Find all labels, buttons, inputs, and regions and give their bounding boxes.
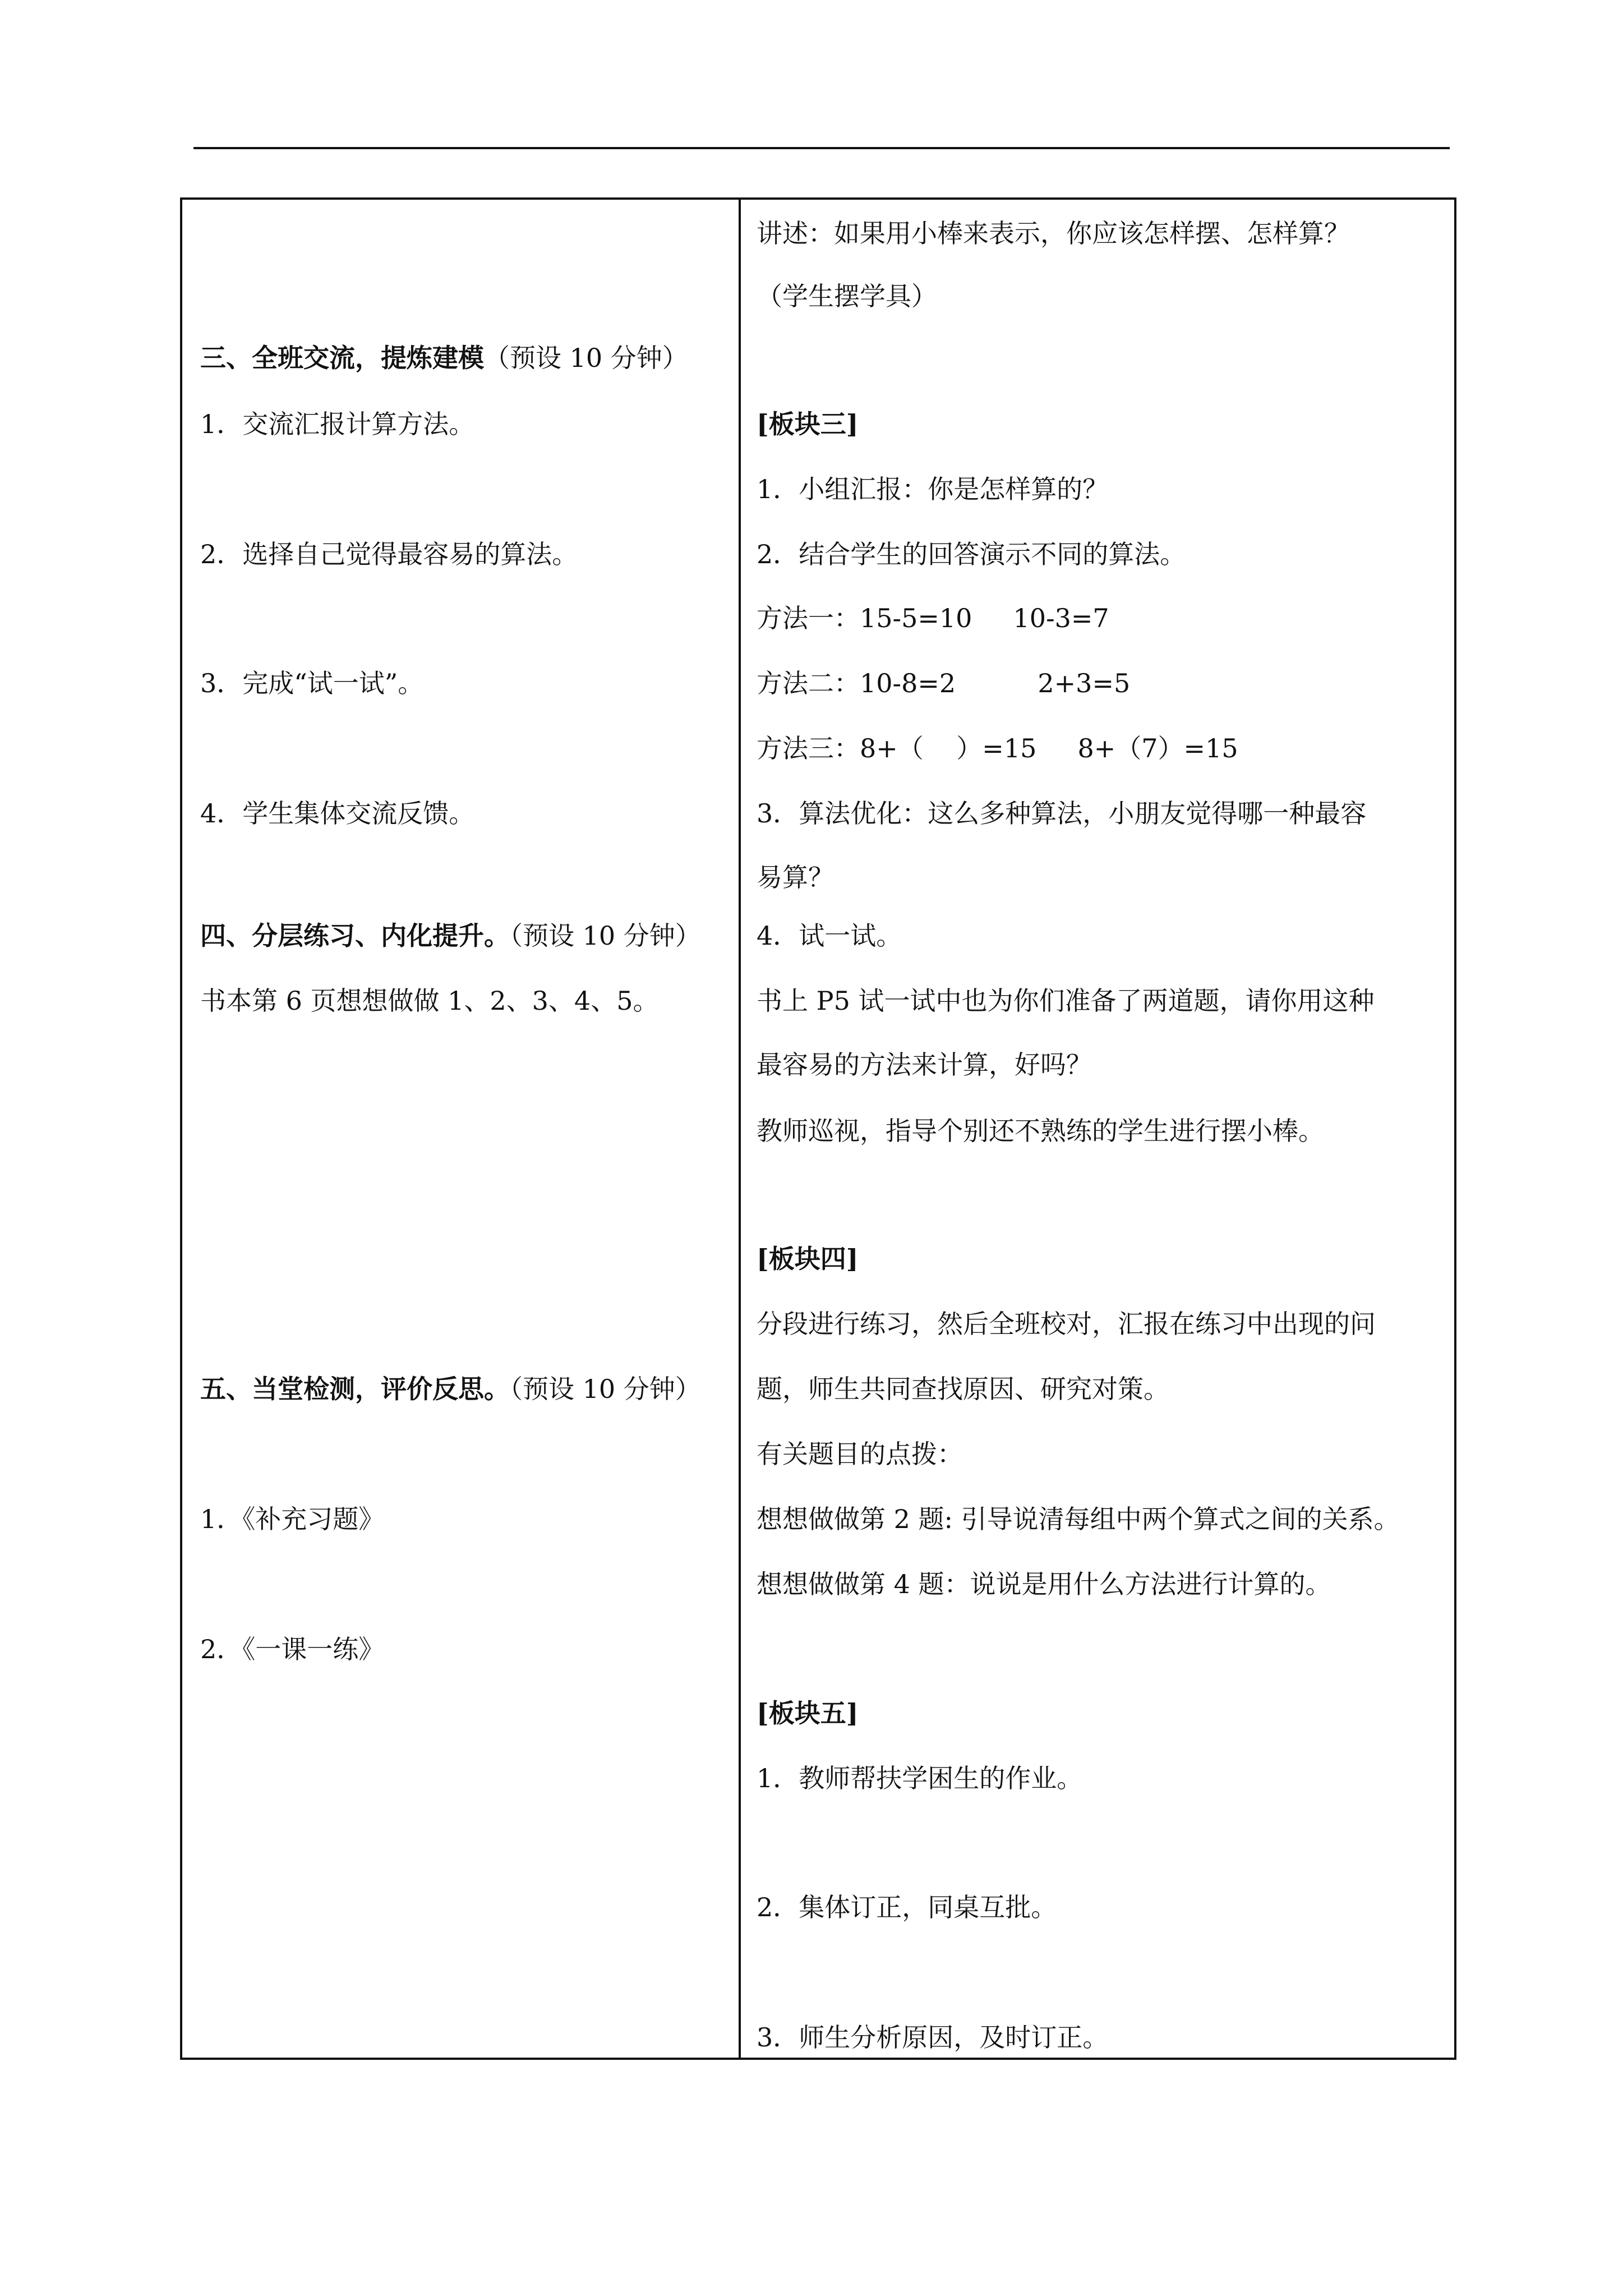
section-3-item-1: 1．交流汇报计算方法。 (200, 409, 475, 439)
block-3-line-5a: 书上 P5 试一试中也为你们准备了两道题，请你用这种 (757, 986, 1375, 1016)
block-5-line-3: 3．师生分析原因，及时订正。 (757, 2022, 1109, 2053)
section-4-time: （预设 10 分钟） (510, 921, 701, 951)
method-3: 方法三：8+（ ）=15 8+（7）=15 (757, 733, 1238, 763)
block-4-line-2: 有关题目的点拨： (757, 1439, 963, 1469)
block-3-line-3a: 3．算法优化：这么多种算法，小朋友觉得哪一种最容 (757, 798, 1367, 829)
block-3-line-6: 教师巡视，指导个别还不熟练的学生进行摆小棒。 (757, 1116, 1324, 1146)
section-3-title: 三、全班交流，提炼建模 (200, 343, 484, 373)
intro-line-1: 讲述：如果用小棒来表示，你应该怎样摆、怎样算？ (757, 218, 1350, 249)
section-5-title: 五、当堂检测，评价反思。 (200, 1374, 510, 1404)
block-3-line-2: 2．结合学生的回答演示不同的算法。 (757, 539, 1186, 569)
section-3-item-3: 3．完成“试一试”。 (200, 668, 424, 698)
section-3-time: （预设 10 分钟） (484, 343, 688, 373)
section-4-heading (200, 919, 701, 953)
block-5-line-2: 2．集体订正，同桌互批。 (757, 1892, 1057, 1922)
section-5-heading (200, 1372, 701, 1406)
block-3-line-1: 1．小组汇报：你是怎样算的？ (757, 474, 1109, 504)
section-4-item-1: 书本第 6 页想想做做 1、2、3、4、5。 (200, 986, 659, 1016)
section-3-item-2: 2．选择自己觉得最容易的算法。 (200, 539, 578, 569)
block-3-line-4: 4．试一试。 (757, 921, 902, 951)
section-5-time: （预设 10 分钟） (510, 1374, 701, 1404)
block-3-line-3b: 易算？ (757, 862, 834, 892)
method-1: 方法一：15-5=10 10-3=7 (757, 603, 1109, 633)
block-5-line-1: 1．教师帮扶学困生的作业。 (757, 1763, 1083, 1793)
block-3-heading: [板块三] (757, 409, 859, 439)
section-5-item-2: 2．《一课一练》 (200, 1634, 385, 1664)
section-4-title: 四、分层练习、内化提升。 (200, 921, 510, 951)
block-4-line-3: 想想做做第 2 题: 引导说清每组中两个算式之间的关系。 (757, 1504, 1400, 1534)
block-4-line-1a: 分段进行练习，然后全班校对，汇报在练习中出现的问 (757, 1309, 1376, 1339)
lesson-plan-table (180, 197, 1456, 2060)
block-4-line-1b: 题，师生共同查找原因、研究对策。 (757, 1374, 1169, 1404)
block-3-line-5b: 最容易的方法来计算，好吗？ (757, 1050, 1092, 1080)
column-divider (739, 200, 741, 2058)
block-5-heading: [板块五] (757, 1698, 859, 1728)
section-3-heading (200, 341, 688, 375)
block-4-line-4: 想想做做第 4 题：说说是用什么方法进行计算的。 (757, 1569, 1331, 1599)
block-4-heading: [板块四] (757, 1244, 859, 1274)
method-2: 方法二：10-8=2 2+3=5 (757, 668, 1131, 698)
section-5-item-1: 1．《补充习题》 (200, 1504, 385, 1534)
intro-line-2: （学生摆学具） (757, 281, 937, 311)
section-3-item-4: 4．学生集体交流反馈。 (200, 798, 475, 829)
header-rule (193, 147, 1450, 149)
